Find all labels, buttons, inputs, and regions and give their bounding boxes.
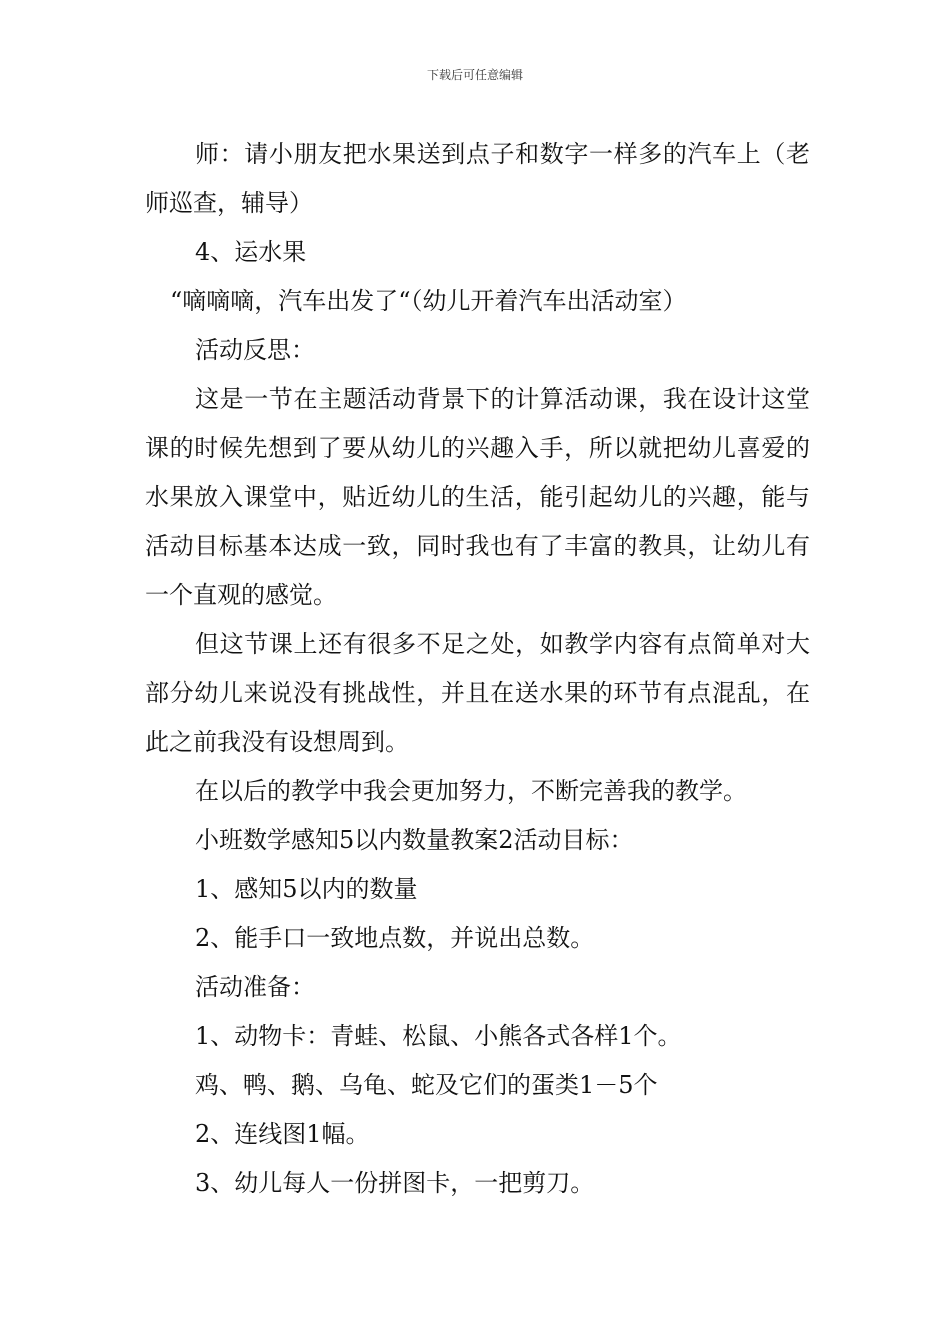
paragraph-teacher-instruction: 师：请小朋友把水果送到点子和数字一样多的汽车上（老师巡查，辅导）	[145, 140, 810, 217]
list-item-goal-1: 1、感知5以内的数量	[195, 875, 418, 903]
heading-activity-preparation: 活动准备：	[195, 973, 315, 1001]
list-item-prep-1: 1、动物卡：青蛙、松鼠、小熊各式各样1个。	[195, 1022, 682, 1050]
list-item-prep-3: 3、幼儿每人一份拼图卡，一把剪刀。	[195, 1169, 595, 1197]
page-header-note: 下载后可任意编辑	[426, 68, 523, 82]
paragraph-reflection-3: 在以后的教学中我会更加努力，不断完善我的教学。	[195, 777, 747, 805]
paragraph-car-departs: “嘀嘀嘀，汽车出发了“（幼儿开着汽车出活动室）	[170, 287, 687, 315]
paragraph-reflection-1: 这是一节在主题活动背景下的计算活动课，我在设计这堂课的时候先想到了要从幼儿的兴趣入手，所以就把幼儿喜爱的水果放入课堂中，贴近幼儿的生活，能引起幼儿的兴趣，能与活动目标基本达成一致，同时我也有了丰富的教具，让幼儿有一个直观的感觉。	[145, 385, 810, 609]
list-item-goal-2: 2、能手口一致地点数，并说出总数。	[195, 924, 595, 952]
list-item-prep-2: 2、连线图1幅。	[195, 1120, 370, 1148]
heading-activity-reflection: 活动反思：	[195, 336, 315, 364]
paragraph-step-4: 4、运水果	[195, 238, 307, 266]
heading-lesson-plan-2-goals: 小班数学感知5以内数量教案2活动目标：	[195, 826, 634, 854]
document-body	[145, 130, 810, 1208]
paragraph-reflection-2: 但这节课上还有很多不足之处，如教学内容有点简单对大部分幼儿来说没有挑战性，并且在送水果的环节有点混乱，在此之前我没有设想周到。	[145, 630, 810, 756]
list-item-prep-1-continued: 鸡、鸭、鹅、乌龟、蛇及它们的蛋类1－5个	[195, 1071, 658, 1099]
